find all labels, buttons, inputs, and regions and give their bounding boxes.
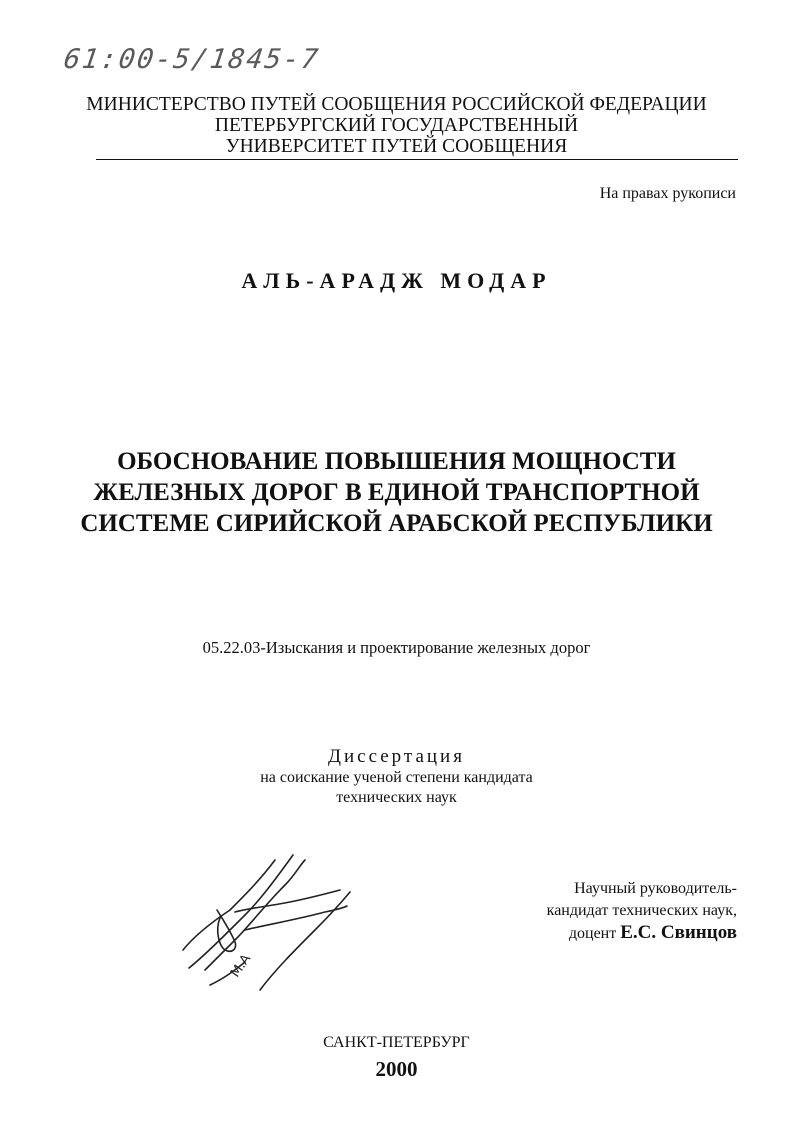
degree-line: на соискание ученой степени кандидата bbox=[260, 769, 533, 786]
manuscript-note: На правах рукописи bbox=[599, 185, 736, 202]
institution-line: УНИВЕРСИТЕТ ПУТЕЙ СООБЩЕНИЯ bbox=[225, 136, 568, 157]
dissertation-type bbox=[0, 746, 793, 808]
title-line: ОБОСНОВАНИЕ ПОВЫШЕНИЯ МОЩНОСТИ bbox=[117, 448, 676, 475]
degree-line: технических наук bbox=[336, 789, 457, 806]
city: САНКТ-ПЕТЕРБУРГ bbox=[323, 1034, 470, 1051]
author-name: АЛЬ-АРАДЖ МОДАР bbox=[241, 268, 552, 293]
advisor-name-line bbox=[547, 922, 737, 945]
institution-line: ПЕТЕРБУРГСКИЙ ГОСУДАРСТВЕННЫЙ bbox=[214, 115, 579, 136]
archive-stamp: 61:00-5/1845-7 bbox=[61, 44, 322, 75]
advisor-title: доцент bbox=[568, 925, 617, 942]
handwritten-signature bbox=[175, 850, 365, 1000]
signature-initials: М.А bbox=[227, 951, 255, 981]
institution-header bbox=[0, 94, 793, 157]
dissertation-title bbox=[0, 446, 793, 539]
title-line: СИСТЕМЕ СИРИЙСКОЙ АРАБСКОЙ РЕСПУБЛИКИ bbox=[80, 510, 713, 537]
scientific-advisor bbox=[547, 878, 737, 945]
advisor-name: Е.С. Свинцов bbox=[620, 922, 737, 943]
header-divider bbox=[96, 159, 738, 160]
advisor-role: Научный руководитель- bbox=[574, 880, 737, 897]
year: 2000 bbox=[375, 1057, 418, 1081]
advisor-degree: кандидат технических наук, bbox=[546, 902, 737, 919]
institution-line: МИНИСТЕРСТВО ПУТЕЙ СООБЩЕНИЯ РОССИЙСКОЙ ФЕДЕРАЦИИ bbox=[86, 94, 707, 115]
title-line: ЖЕЛЕЗНЫХ ДОРОГ В ЕДИНОЙ ТРАНСПОРТНОЙ bbox=[93, 479, 700, 506]
dissertation-heading: Диссертация bbox=[328, 746, 465, 767]
specialty-code: 05.22.03-Изыскания и проектирование железных дорог bbox=[202, 638, 591, 657]
